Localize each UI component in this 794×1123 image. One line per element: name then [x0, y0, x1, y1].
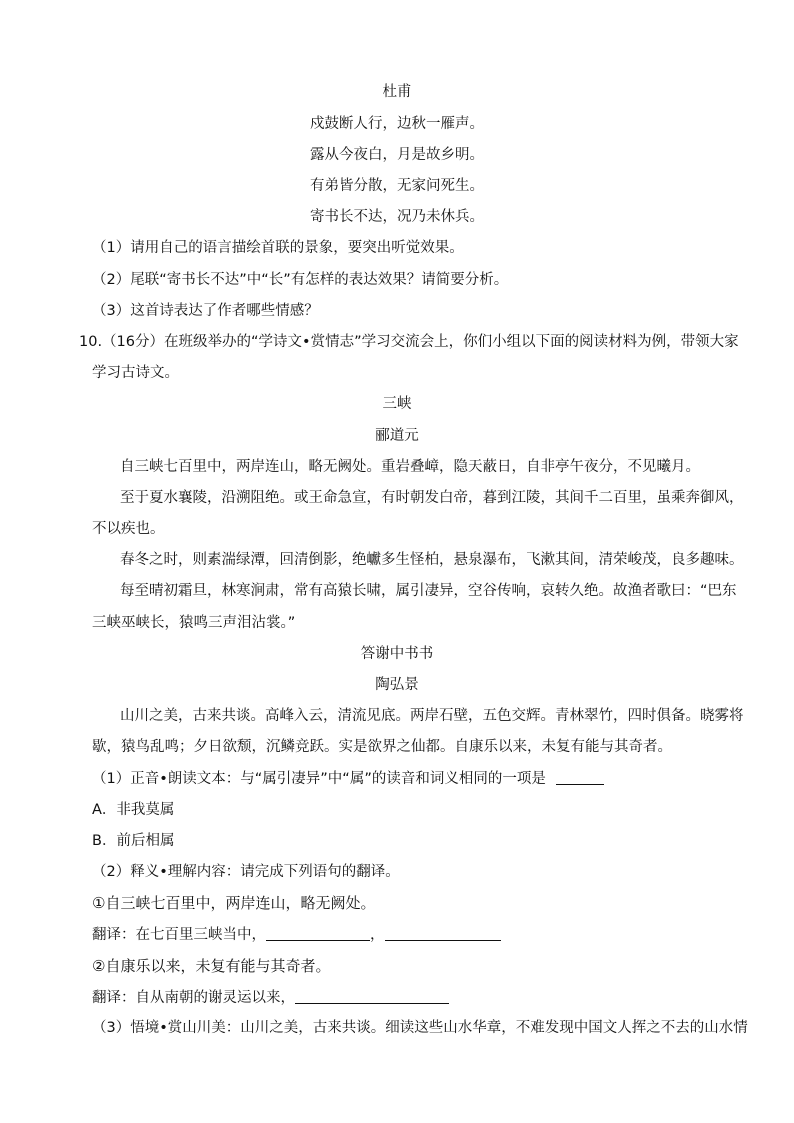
item-2: ②自康乐以来，未复有能与其奇者。: [92, 957, 331, 975]
poem-author: 杜甫: [382, 84, 412, 100]
translate-1-prefix: 翻译：在七百里三峡当中，: [92, 927, 266, 943]
q9-sub2: （2）尾联“寄书长不达”中“长”有怎样的表达效果？请简要分析。: [92, 272, 509, 288]
q10-sub1: [92, 768, 604, 789]
poem-line-1: 戍鼓断人行，边秋一雁声。: [310, 116, 484, 132]
text2-para1-line1: 山川之美，古来共谈。高峰入云，清流见底。两岸石壁，五色交辉。青林翠竹，四时俱备。晓雾将: [120, 708, 744, 724]
text2-title: 答谢中书书: [360, 646, 434, 662]
text1-author: 郦道元: [375, 428, 419, 444]
text2-para1-line2: 歇，猿鸟乱鸣；夕日欲颓，沉鳞竞跃。实是欲界之仙都。自康乐以来，未复有能与其奇者。: [92, 739, 672, 755]
text1-para4-line1: 每至晴初霜旦，林寒涧肃，常有高猿长啸，属引凄异，空谷传响，哀转久绝。故渔者歌曰：“巴东: [120, 583, 737, 599]
text2-author: 陶弘景: [375, 677, 419, 693]
option-b: B．前后相属: [92, 833, 175, 849]
q10-sub3: （3）悟境•赏山川美：山川之美，古来共谈。细读这些山水华章，不难发现中国文人挥之不去的山水情: [92, 1020, 748, 1036]
answer-blank-1[interactable]: [556, 768, 604, 785]
text1-para2-line2: 不以疾也。: [92, 521, 165, 537]
translate-1: [92, 924, 501, 945]
poem-line-3: 有弟皆分散，无家问死生。: [310, 178, 484, 194]
q9-sub1: （1）请用自己的语言描绘首联的景象，要突出听觉效果。: [92, 240, 464, 256]
translate-2: [92, 987, 449, 1008]
q10-intro-line1: 10.（16分）在班级举办的“学诗文•赏情志”学习交流会上，你们小组以下面的阅读材料为例，带领大家: [79, 334, 739, 350]
translate-2-prefix: 翻译：自从南朝的谢灵运以来，: [92, 990, 295, 1006]
answer-blank-3[interactable]: [385, 924, 501, 941]
q9-sub3: （3）这首诗表达了作者哪些情感？: [92, 303, 319, 319]
answer-blank-2[interactable]: [266, 924, 370, 941]
item-1: ①自三峡七百里中，两岸连山，略无阙处。: [92, 894, 376, 912]
text1-title: 三峡: [382, 396, 412, 412]
text1-para3: 春冬之时，则素湍绿潭，回清倒影，绝巘多生怪柏，悬泉瀑布，飞漱其间，清荣峻茂，良多趣味。: [120, 552, 744, 568]
poem-line-2: 露从今夜白，月是故乡明。: [310, 147, 484, 163]
answer-blank-4[interactable]: [295, 987, 449, 1004]
text1-para2-line1: 至于夏水襄陵，沿溯阻绝。或王命急宣，有时朝发白帝，暮到江陵，其间千二百里，虽乘奔御风，: [120, 490, 744, 506]
poem-line-4: 寄书长不达，况乃未休兵。: [310, 209, 484, 225]
q10-sub2: （2）释义•理解内容：请完成下列语句的翻译。: [92, 864, 400, 880]
option-a: A．非我莫属: [92, 802, 175, 818]
text1-para4-line2: 三峡巫峡长，猿鸣三声泪沾裳。”: [92, 615, 296, 631]
text1-para1: 自三峡七百里中，两岸连山，略无阙处。重岩叠嶂，隐天蔽日，自非亭午夜分，不见曦月。: [120, 459, 700, 475]
q10-sub1-text: （1）正音•朗读文本：与“属引凄异”中“属”的读音和词义相同的一项是: [92, 771, 546, 787]
translate-1-sep: ，: [370, 927, 385, 943]
q10-intro-line2: 学习古诗文。: [92, 365, 179, 381]
